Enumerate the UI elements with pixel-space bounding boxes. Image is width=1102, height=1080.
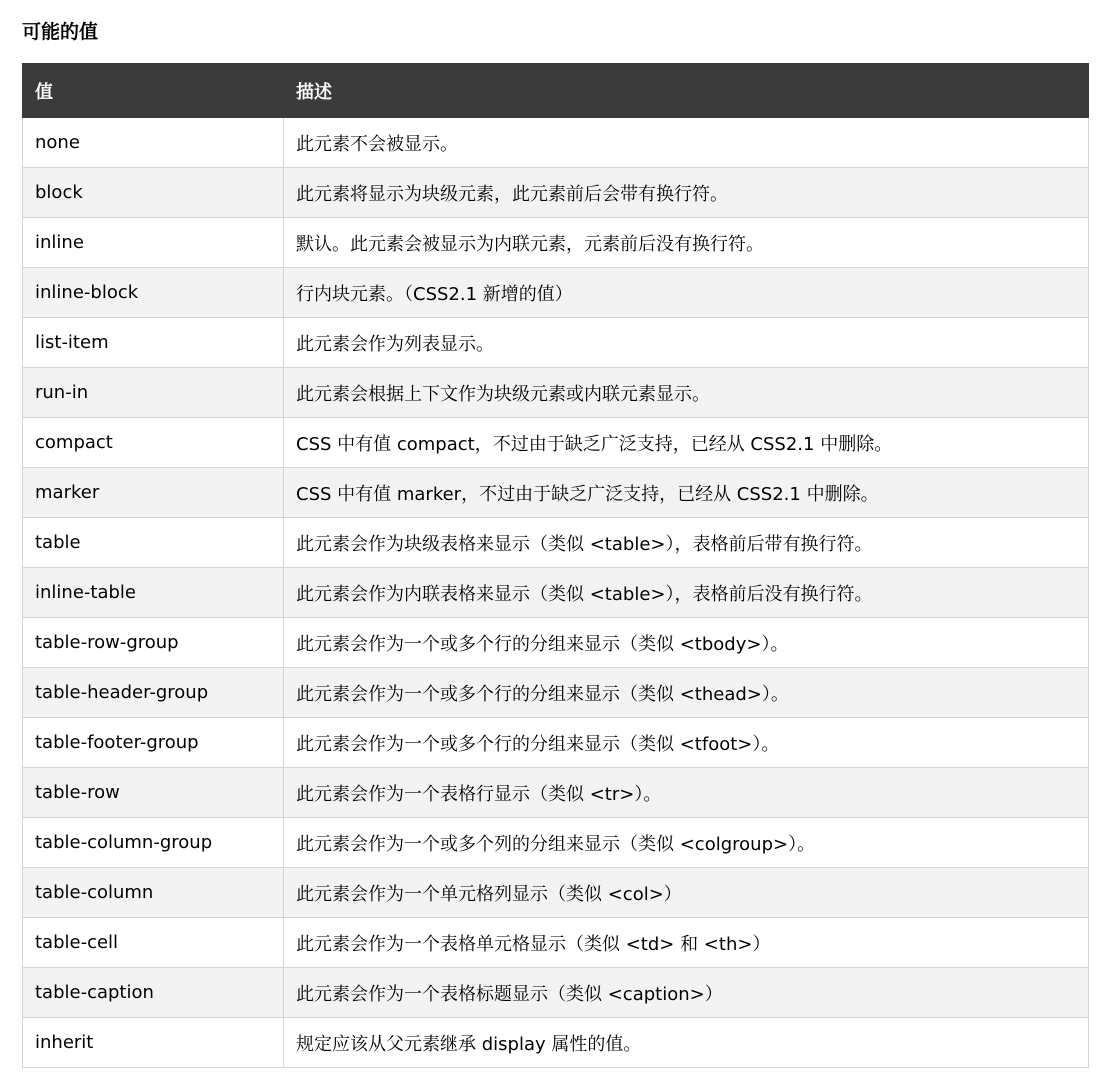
value-cell: inline-block	[23, 268, 284, 318]
table-row	[23, 418, 1089, 468]
value-cell: table-column	[23, 868, 284, 918]
description-cell: 此元素会作为一个或多个列的分组来显示（类似 <colgroup>）。	[284, 818, 1089, 868]
description-cell: 此元素会作为一个表格标题显示（类似 <caption>）	[284, 968, 1089, 1018]
value-cell: table-cell	[23, 918, 284, 968]
description-cell: 此元素将显示为块级元素，此元素前后会带有换行符。	[284, 168, 1089, 218]
description-cell: 规定应该从父元素继承 display 属性的值。	[284, 1018, 1089, 1068]
description-cell: 此元素会作为一个或多个行的分组来显示（类似 <tbody>）。	[284, 618, 1089, 668]
table-row	[23, 768, 1089, 818]
value-cell: table-footer-group	[23, 718, 284, 768]
description-cell: 行内块元素。（CSS2.1 新增的值）	[284, 268, 1089, 318]
description-cell: 此元素会作为一个或多个行的分组来显示（类似 <tfoot>）。	[284, 718, 1089, 768]
value-cell: table-caption	[23, 968, 284, 1018]
table-row	[23, 268, 1089, 318]
value-cell: list-item	[23, 318, 284, 368]
value-cell: inline-table	[23, 568, 284, 618]
table-row	[23, 118, 1089, 168]
value-cell: inline	[23, 218, 284, 268]
value-cell: table-column-group	[23, 818, 284, 868]
column-header-value: 值	[23, 64, 284, 118]
table-row	[23, 468, 1089, 518]
value-cell: table-row	[23, 768, 284, 818]
description-cell: 此元素会作为块级表格来显示（类似 <table>），表格前后带有换行符。	[284, 518, 1089, 568]
value-cell: run-in	[23, 368, 284, 418]
table-row	[23, 318, 1089, 368]
table-row	[23, 1018, 1089, 1068]
value-cell: marker	[23, 468, 284, 518]
description-cell: 此元素不会被显示。	[284, 118, 1089, 168]
description-cell: 此元素会根据上下文作为块级元素或内联元素显示。	[284, 368, 1089, 418]
value-cell: compact	[23, 418, 284, 468]
description-cell: 此元素会作为一个表格行显示（类似 <tr>）。	[284, 768, 1089, 818]
table-row	[23, 818, 1089, 868]
table-row	[23, 518, 1089, 568]
table-row	[23, 368, 1089, 418]
description-cell: 此元素会作为一个单元格列显示（类似 <col>）	[284, 868, 1089, 918]
display-values-table	[22, 63, 1089, 1068]
description-cell: CSS 中有值 marker，不过由于缺乏广泛支持，已经从 CSS2.1 中删除。	[284, 468, 1089, 518]
description-cell: 此元素会作为一个或多个行的分组来显示（类似 <thead>）。	[284, 668, 1089, 718]
table-header-row	[23, 64, 1089, 118]
value-cell: table-header-group	[23, 668, 284, 718]
column-header-description: 描述	[284, 64, 1089, 118]
value-cell: table-row-group	[23, 618, 284, 668]
table-row	[23, 568, 1089, 618]
value-cell: inherit	[23, 1018, 284, 1068]
table-row	[23, 868, 1089, 918]
description-cell: CSS 中有值 compact，不过由于缺乏广泛支持，已经从 CSS2.1 中删除。	[284, 418, 1089, 468]
description-cell: 默认。此元素会被显示为内联元素，元素前后没有换行符。	[284, 218, 1089, 268]
table-row	[23, 618, 1089, 668]
table-row	[23, 168, 1089, 218]
table-row	[23, 968, 1089, 1018]
table-row	[23, 218, 1089, 268]
value-cell: none	[23, 118, 284, 168]
table-row	[23, 718, 1089, 768]
table-body	[23, 118, 1089, 1068]
value-cell: block	[23, 168, 284, 218]
table-row	[23, 918, 1089, 968]
table-row	[23, 668, 1089, 718]
description-cell: 此元素会作为一个表格单元格显示（类似 <td> 和 <th>）	[284, 918, 1089, 968]
value-cell: table	[23, 518, 284, 568]
section-heading: 可能的值	[22, 21, 99, 43]
description-cell: 此元素会作为内联表格来显示（类似 <table>），表格前后没有换行符。	[284, 568, 1089, 618]
description-cell: 此元素会作为列表显示。	[284, 318, 1089, 368]
